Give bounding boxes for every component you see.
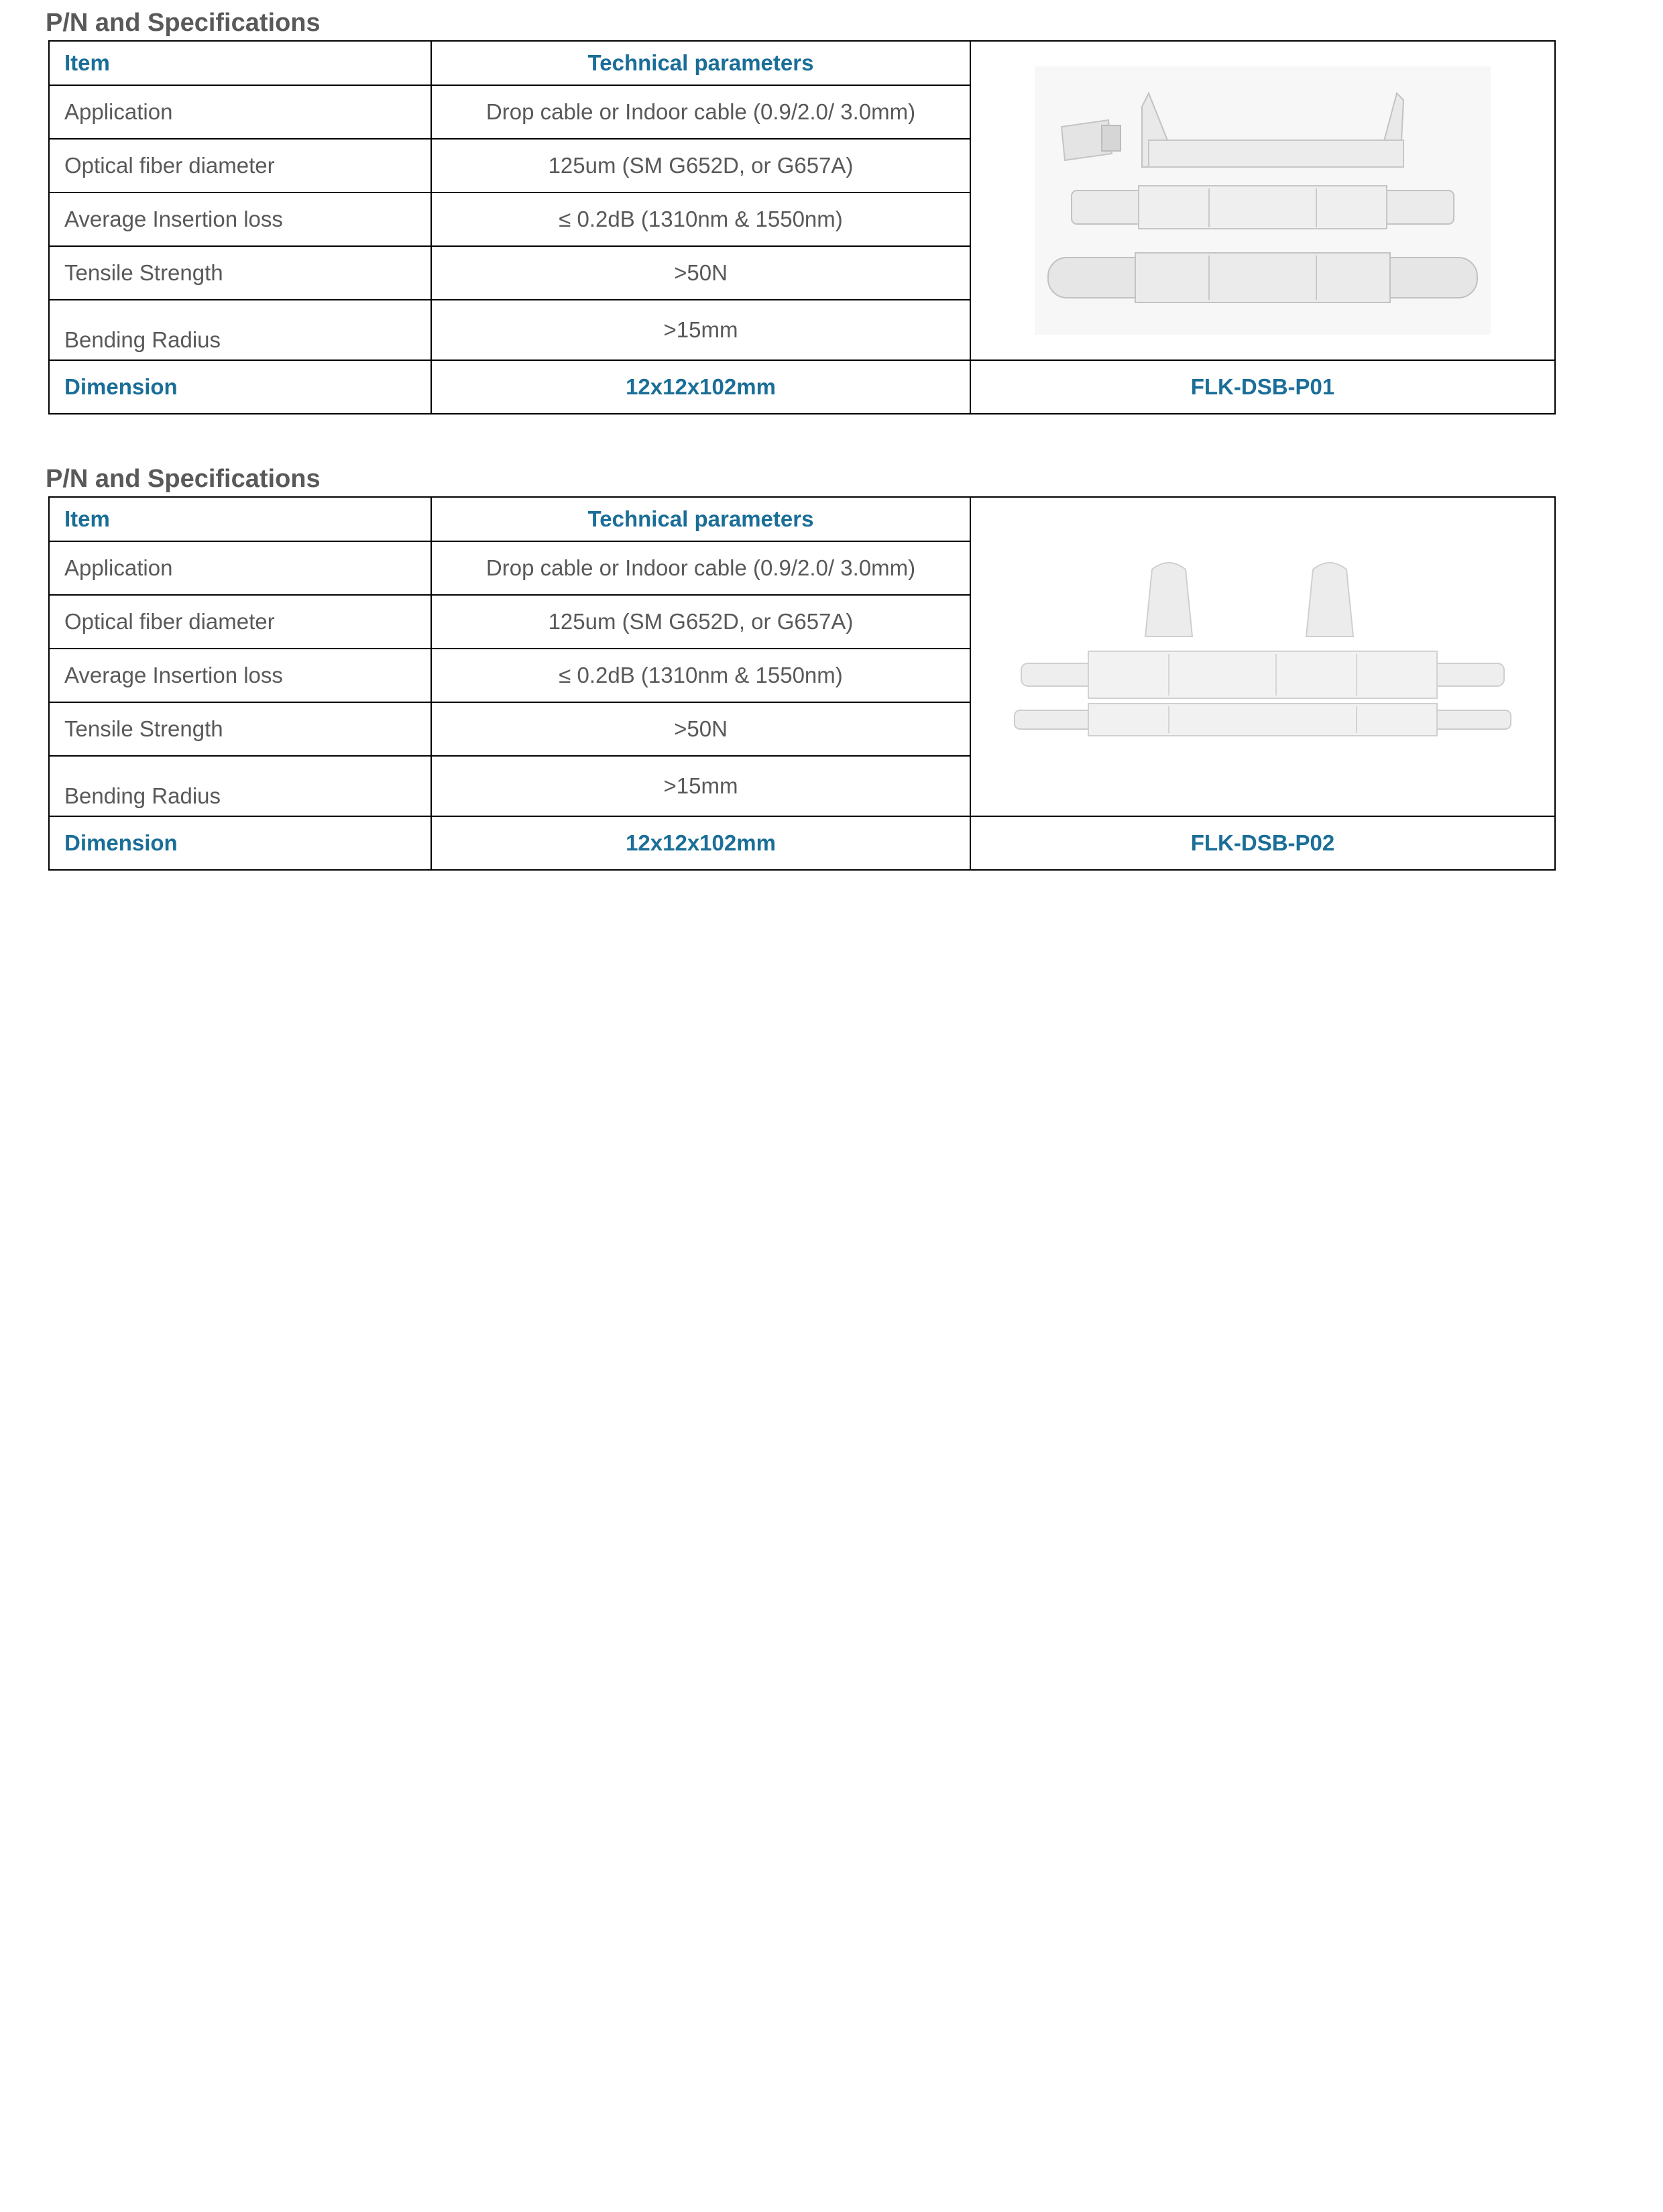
- row-value: >50N: [431, 246, 970, 300]
- spec-table: [48, 40, 1556, 414]
- header-params: Technical parameters: [431, 497, 970, 541]
- row-value: >15mm: [431, 756, 970, 816]
- row-label: Average Insertion loss: [49, 649, 431, 702]
- row-label: Bending Radius: [49, 300, 431, 360]
- header-params: Technical parameters: [431, 41, 970, 85]
- row-value: Drop cable or Indoor cable (0.9/2.0/ 3.0mm): [431, 85, 970, 139]
- row-value: >50N: [431, 702, 970, 756]
- cap-icon: [1306, 563, 1353, 637]
- dimension-value: 12x12x102mm: [431, 816, 970, 870]
- section-title: P/N and Specifications: [46, 465, 321, 493]
- section-title: P/N and Specifications: [46, 9, 321, 37]
- spec-section-1: [46, 5, 1556, 414]
- cap-icon: [1062, 120, 1121, 160]
- header-item: Item: [49, 497, 431, 541]
- row-label: Tensile Strength: [49, 702, 431, 756]
- row-label: Tensile Strength: [49, 246, 431, 300]
- row-label: Bending Radius: [49, 756, 431, 816]
- product-image: [1008, 549, 1517, 764]
- dimension-label: Dimension: [49, 360, 431, 414]
- spec-table: [48, 496, 1556, 871]
- row-value: 125um (SM G652D, or G657A): [431, 595, 970, 649]
- product-image-cell: [970, 41, 1555, 360]
- row-label: Application: [49, 541, 431, 595]
- table-footer-row: [49, 816, 1555, 870]
- dimension-label: Dimension: [49, 816, 431, 870]
- row-label: Optical fiber diameter: [49, 595, 431, 649]
- product-image-cell: [970, 497, 1555, 816]
- table-header-row: [49, 41, 1555, 85]
- row-label: Average Insertion loss: [49, 192, 431, 246]
- table-header-row: [49, 497, 1555, 541]
- cap-icon: [1145, 563, 1192, 637]
- product-image: [1035, 66, 1491, 335]
- row-value: 125um (SM G652D, or G657A): [431, 139, 970, 192]
- row-label: Application: [49, 85, 431, 139]
- table-footer-row: [49, 360, 1555, 414]
- spec-section-2: [46, 461, 1556, 871]
- row-value: Drop cable or Indoor cable (0.9/2.0/ 3.0mm): [431, 541, 970, 595]
- part-number: FLK-DSB-P02: [970, 816, 1555, 870]
- row-label: Optical fiber diameter: [49, 139, 431, 192]
- dimension-value: 12x12x102mm: [431, 360, 970, 414]
- row-value: ≤ 0.2dB (1310nm & 1550nm): [431, 649, 970, 702]
- header-item: Item: [49, 41, 431, 85]
- part-number: FLK-DSB-P01: [970, 360, 1555, 414]
- row-value: ≤ 0.2dB (1310nm & 1550nm): [431, 192, 970, 246]
- row-value: >15mm: [431, 300, 970, 360]
